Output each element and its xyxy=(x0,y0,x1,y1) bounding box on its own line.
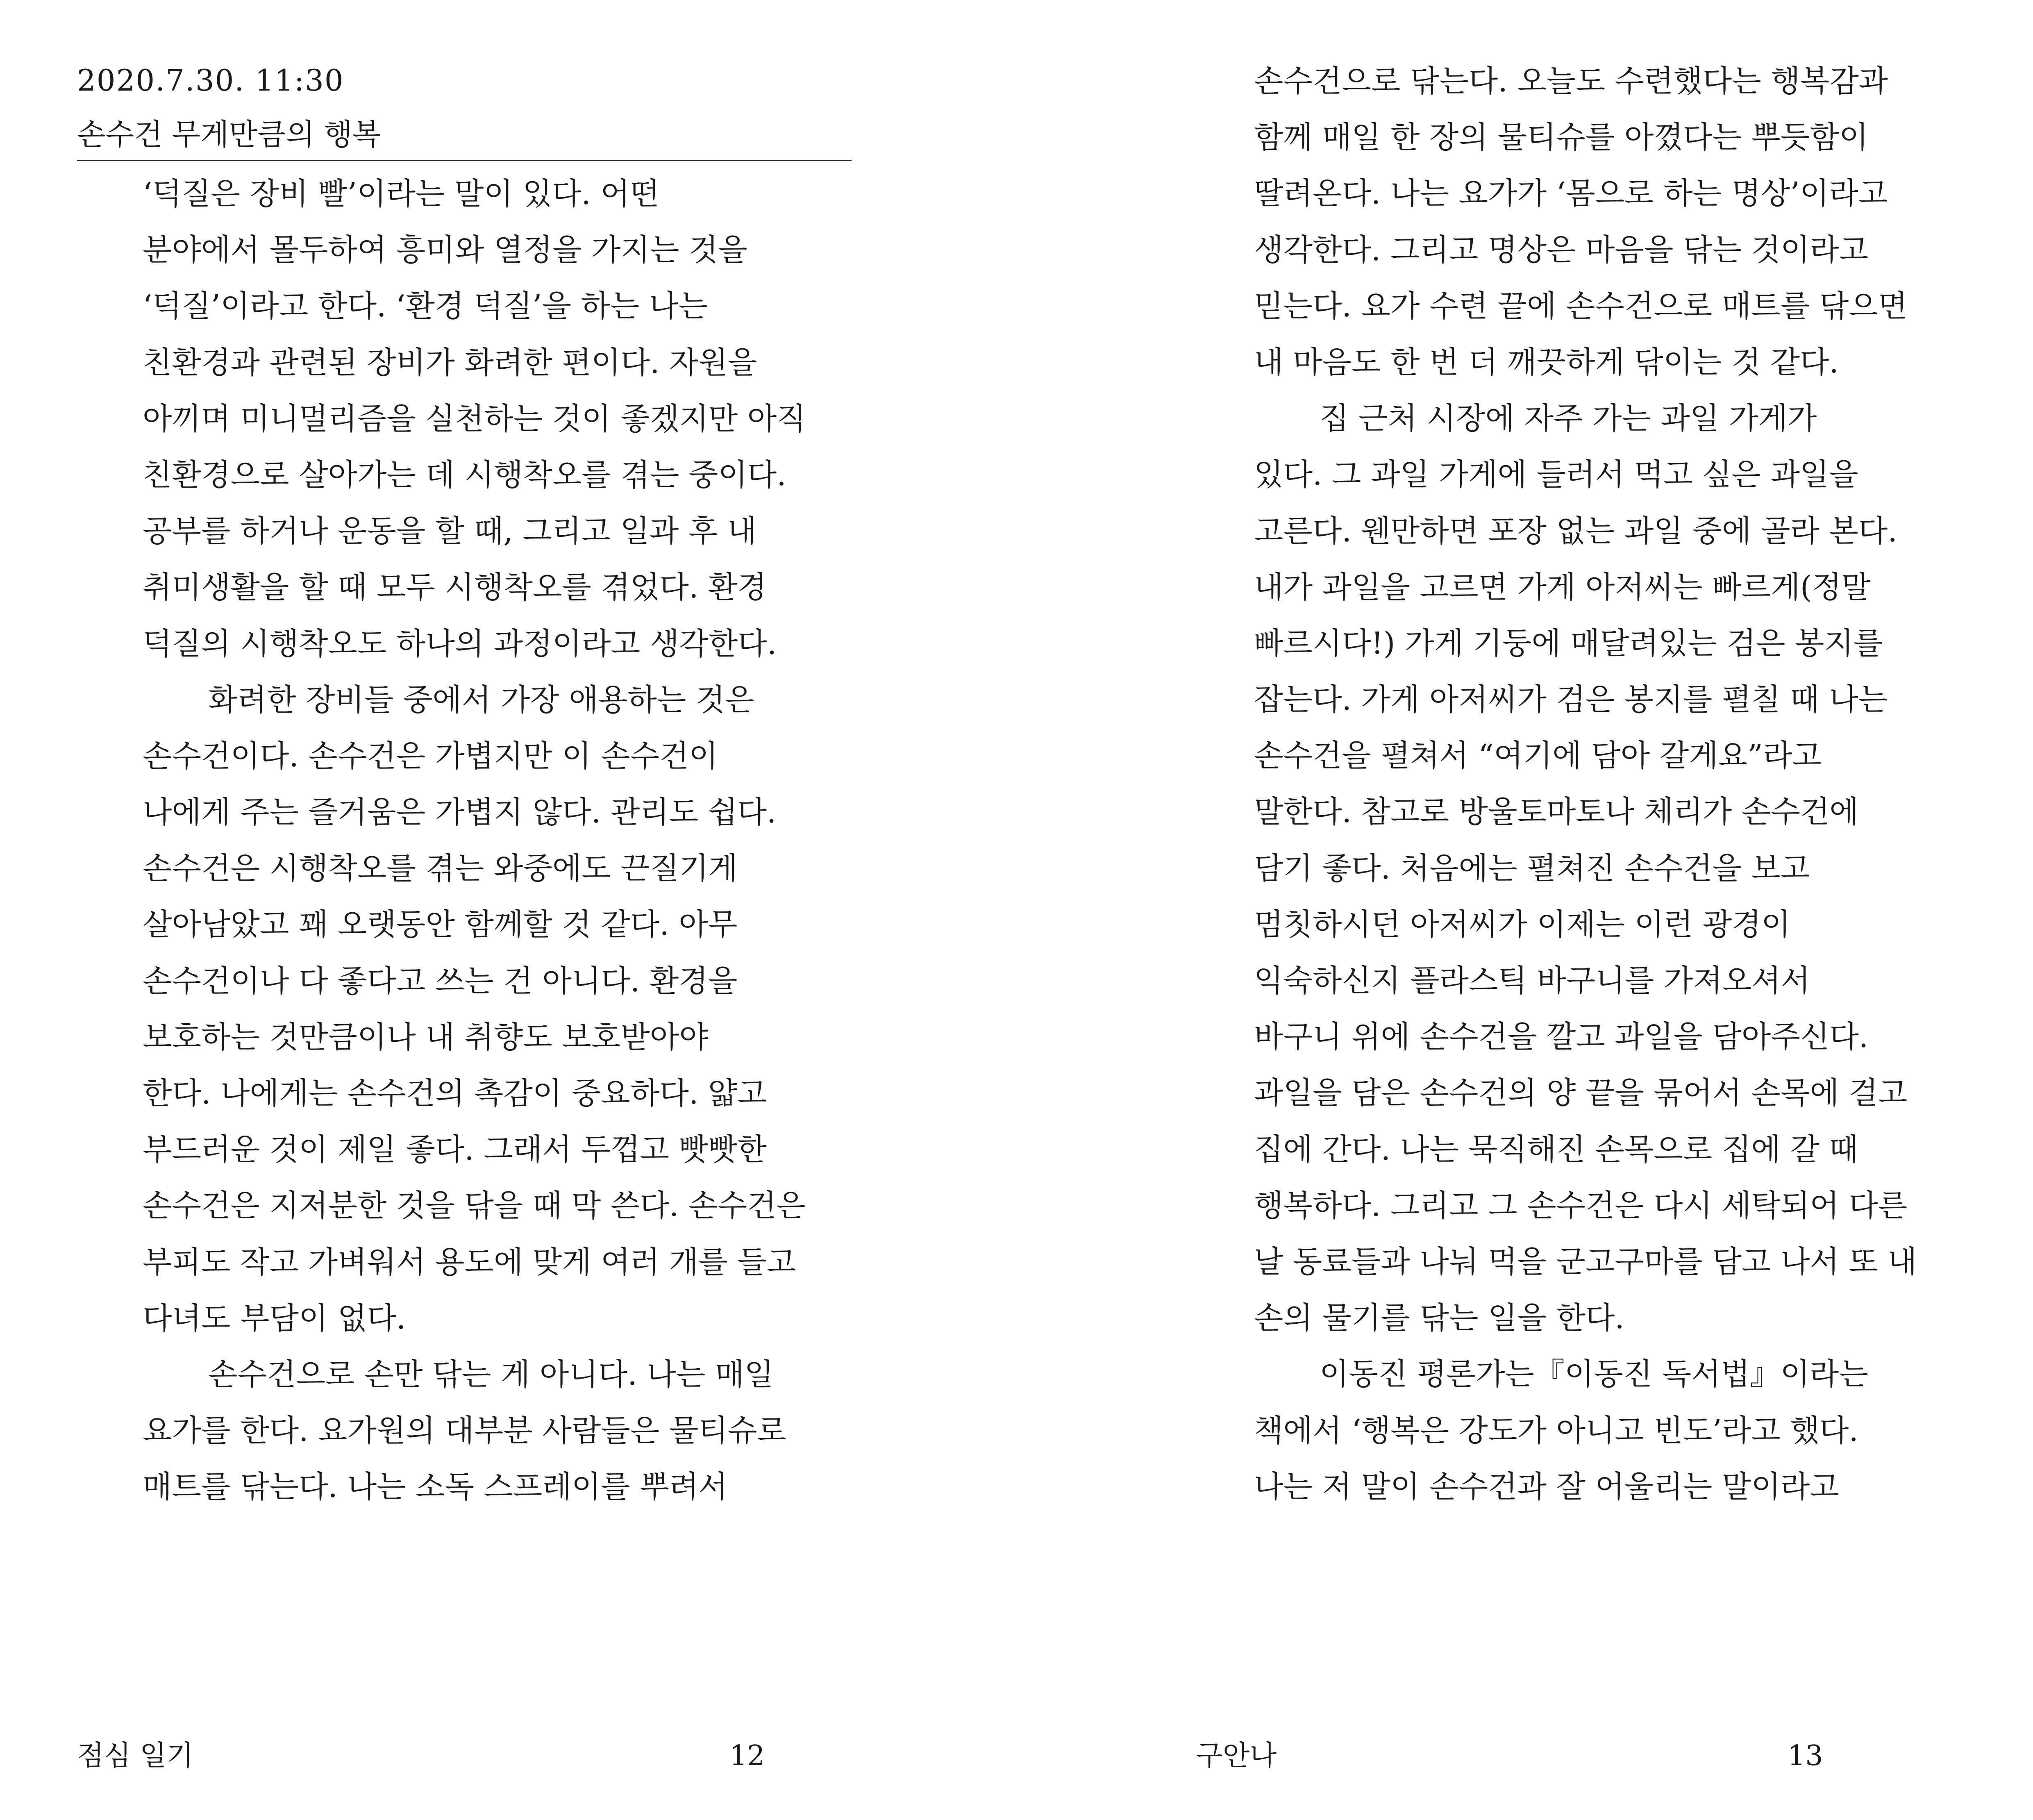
right-body-text xyxy=(1254,53,1975,1515)
text-line: 친환경과 관련된 장비가 화려한 편이다. 자원을 xyxy=(143,345,757,380)
text-line: 과일을 담은 손수건의 양 끝을 묶어서 손목에 걸고 xyxy=(1254,1075,1908,1111)
text-line: 손수건이나 다 좋다고 쓰는 건 아니다. 환경을 xyxy=(143,963,738,999)
page-number: 12 xyxy=(729,1740,765,1772)
text-line: 살아남았고 꽤 오랫동안 함께할 것 같다. 아무 xyxy=(143,907,738,943)
text-line: 바구니 위에 손수건을 깔고 과일을 담아주신다. xyxy=(1254,1019,1869,1055)
text-line: 고른다. 웬만하면 포장 없는 과일 중에 골라 본다. xyxy=(1254,513,1897,549)
text-line: 잡는다. 가게 아저씨가 검은 봉지를 펼칠 때 나는 xyxy=(1254,682,1888,718)
text-line: 익숙하신지 플라스틱 바구니를 가져오셔서 xyxy=(1254,963,1810,998)
text-line: 덕질의 시행착오도 하나의 과정이라고 생각한다. xyxy=(143,626,777,661)
text-line: 손수건으로 손만 닦는 게 아니다. 나는 매일 xyxy=(208,1356,774,1392)
text-line: 손수건은 시행착오를 겪는 와중에도 끈질기게 xyxy=(143,851,738,886)
text-line: 취미생활을 할 때 모두 시행착오를 겪었다. 환경 xyxy=(143,570,767,605)
text-line: 다녀도 부담이 없다. xyxy=(143,1300,406,1336)
text-line: 한다. 나에게는 손수건의 촉감이 중요하다. 얇고 xyxy=(143,1076,767,1111)
text-line: 집에 간다. 나는 묵직해진 손목으로 집에 갈 때 xyxy=(1254,1132,1858,1167)
text-line: 화려한 장비들 중에서 가장 애용하는 것은 xyxy=(208,682,754,718)
text-line: 믿는다. 요가 수련 끝에 손수건으로 매트를 닦으면 xyxy=(1254,288,1908,324)
page-number: 13 xyxy=(1788,1740,1823,1772)
text-line: 아끼며 미니멀리즘을 실천하는 것이 좋겠지만 아직 xyxy=(143,401,806,436)
text-line: 손수건으로 닦는다. 오늘도 수련했다는 행복감과 xyxy=(1254,64,1888,99)
text-line: 보호하는 것만큼이나 내 취향도 보호받아야 xyxy=(143,1019,709,1055)
footer-author-name: 구안나 xyxy=(1196,1740,1277,1772)
text-line: 요가를 한다. 요가원의 대부분 사람들은 물티슈로 xyxy=(143,1413,786,1449)
text-line: 멈칫하시던 아저씨가 이제는 이런 광경이 xyxy=(1254,907,1791,942)
text-line: 부드러운 것이 제일 좋다. 그래서 두껍고 빳빳한 xyxy=(143,1132,767,1168)
text-line: 이동진 평론가는『이동진 독서법』이라는 xyxy=(1320,1356,1868,1392)
text-line: 나에게 주는 즐거움은 가볍지 않다. 관리도 쉽다. xyxy=(143,795,777,830)
text-line: 함께 매일 한 장의 물티슈를 아꼈다는 뿌듯함이 xyxy=(1254,120,1869,155)
right-page xyxy=(1016,0,2033,1820)
text-line: 내 마음도 한 번 더 깨끗하게 닦이는 것 같다. xyxy=(1254,344,1839,380)
left-body-text xyxy=(143,166,856,1516)
footer-book-title: 점심 일기 xyxy=(77,1740,194,1772)
text-line: 말한다. 참고로 방울토마토나 체리가 손수건에 xyxy=(1254,794,1859,830)
title-divider xyxy=(77,160,852,161)
left-page xyxy=(0,0,1016,1820)
text-line: 책에서 ‘행복은 강도가 아니고 빈도’라고 했다. xyxy=(1254,1413,1858,1448)
text-line: 딸려온다. 나는 요가가 ‘몸으로 하는 명상’이라고 xyxy=(1254,176,1888,211)
text-line: 집 근처 시장에 자주 가는 과일 가게가 xyxy=(1320,401,1817,436)
entry-title: 손수건 무게만큼의 행복 xyxy=(77,117,381,152)
text-line: 손수건이다. 손수건은 가볍지만 이 손수건이 xyxy=(143,738,718,774)
text-line: 있다. 그 과일 가게에 들러서 먹고 싶은 과일을 xyxy=(1254,457,1858,493)
text-line: 부피도 작고 가벼워서 용도에 맞게 여러 개를 들고 xyxy=(143,1244,796,1280)
text-line: 내가 과일을 고르면 가게 아저씨는 빠르게(정말 xyxy=(1254,569,1871,605)
text-line: 날 동료들과 나눠 먹을 군고구마를 담고 나서 또 내 xyxy=(1254,1244,1917,1279)
text-line: 담기 좋다. 처음에는 펼쳐진 손수건을 보고 xyxy=(1254,850,1810,886)
text-line: 나는 저 말이 손수건과 잘 어울리는 말이라고 xyxy=(1254,1469,1839,1504)
text-line: ‘덕질은 장비 빨’이라는 말이 있다. 어떤 xyxy=(143,176,659,211)
text-line: 공부를 하거나 운동을 할 때, 그리고 일과 후 내 xyxy=(143,514,757,549)
text-line: 매트를 닦는다. 나는 소독 스프레이를 뿌려서 xyxy=(143,1469,728,1505)
text-line: 빠르시다!) 가게 기둥에 매달려있는 검은 봉지를 xyxy=(1254,625,1883,661)
text-line: 행복하다. 그리고 그 손수건은 다시 세탁되어 다른 xyxy=(1254,1188,1908,1223)
text-line: 친환경으로 살아가는 데 시행착오를 겪는 중이다. xyxy=(143,457,786,493)
text-line: 손수건은 지저분한 것을 닦을 때 막 쓴다. 손수건은 xyxy=(143,1188,806,1224)
text-line: 손수건을 펼쳐서 “여기에 담아 갈게요”라고 xyxy=(1254,738,1822,774)
entry-date: 2020.7.30. 11:30 xyxy=(77,63,344,98)
text-line: 생각한다. 그리고 명상은 마음을 닦는 것이라고 xyxy=(1254,232,1869,268)
text-line: 분야에서 몰두하여 흥미와 열정을 가지는 것을 xyxy=(143,232,747,268)
text-line: 손의 물기를 닦는 일을 한다. xyxy=(1254,1300,1624,1336)
text-line: ‘덕질’이라고 한다. ‘환경 덕질’을 하는 나는 xyxy=(143,289,708,324)
